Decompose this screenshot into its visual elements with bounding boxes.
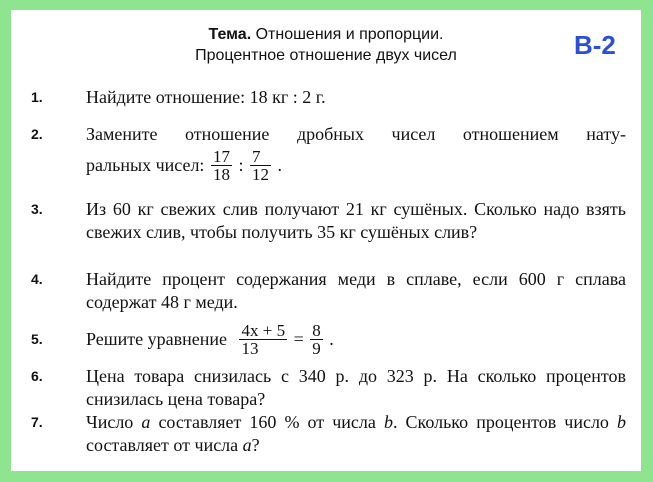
task-text (86, 411, 626, 457)
fraction-equation-right (310, 322, 323, 357)
topic-subtitle: Процентное отношение двух чисел (195, 47, 457, 64)
equals-sign: = (293, 329, 304, 349)
task-number: 3. (31, 201, 43, 217)
variant-label: В-2 (574, 30, 616, 60)
task-text-fragment: ? (251, 435, 260, 455)
task-text (86, 123, 626, 183)
numerator: 8 (312, 321, 321, 340)
task-text: Цена товара снизилась с 340 р. до 323 р. На сколько процентов снизилась цена товара? (86, 366, 626, 409)
task-number: 1. (31, 89, 43, 105)
task-number: 6. (31, 368, 43, 384)
task-number: 4. (31, 271, 43, 287)
variable-a: a (141, 412, 151, 432)
task-text: Из 60 кг свежих слив получают 21 кг сушёных. Сколько надо взять свежих слив, чтобы получить 35 кг сушёных слив? (86, 199, 626, 242)
fraction-17-18 (211, 148, 232, 183)
period: . (329, 329, 334, 349)
task-text-fragment: ральных чисел: (86, 155, 205, 175)
task-text: Найдите отношение: 18 кг : 2 г. (86, 87, 326, 107)
task-number: 2. (31, 126, 43, 142)
task-text-fragment: составляет 160 % от числа (150, 412, 384, 432)
variable-b: b (617, 412, 626, 432)
ratio-colon: : (238, 155, 244, 175)
worksheet-header (11, 24, 641, 66)
fraction-7-12 (250, 148, 271, 183)
numerator: 17 (212, 147, 230, 166)
denominator: 18 (212, 165, 230, 184)
task-text (86, 322, 626, 357)
variable-a: a (242, 435, 252, 455)
task-text-line-2 (86, 148, 626, 183)
denominator: 9 (312, 339, 321, 358)
topic-line (11, 24, 641, 45)
topic-title: Отношения и пропорции. (251, 26, 444, 43)
numerator: 4x + 5 (241, 321, 286, 340)
topic-label: Тема. (208, 26, 252, 43)
period: . (277, 155, 282, 175)
worksheet (11, 10, 641, 471)
task-number: 5. (31, 331, 43, 347)
denominator: 13 (241, 339, 259, 358)
task-number: 7. (31, 414, 43, 430)
task-text-fragment: Решите уравнение (86, 329, 227, 349)
task-text-line: Замените отношение дробных чисел отношением нату- (86, 124, 626, 144)
task-text-fragment: Число (86, 412, 142, 432)
task-text-fragment: . Сколько процентов число (392, 412, 617, 432)
fraction-equation-left (239, 322, 287, 357)
task-text-fragment: составляет от числа (86, 435, 243, 455)
variable-b: b (383, 412, 393, 432)
numerator: 7 (250, 148, 271, 166)
task-text: Найдите процент содержания меди в сплаве, если 600 г сплава содержат 48 г меди. (86, 269, 626, 312)
denominator: 12 (251, 165, 269, 184)
